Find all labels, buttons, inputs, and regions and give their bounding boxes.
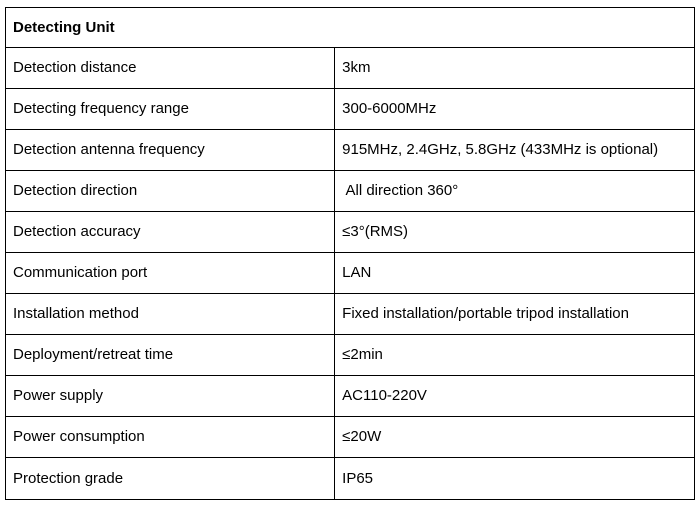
table-header-row bbox=[6, 8, 695, 48]
value-cell: 3km bbox=[335, 48, 695, 89]
param-cell: Detection accuracy bbox=[6, 212, 335, 253]
value-cell: AC110-220V bbox=[335, 376, 695, 417]
param-cell: Detecting frequency range bbox=[6, 89, 335, 130]
param-cell: Deployment/retreat time bbox=[6, 335, 335, 376]
table-row bbox=[6, 294, 695, 335]
param-cell: Detection direction bbox=[6, 171, 335, 212]
param-cell: Installation method bbox=[6, 294, 335, 335]
value-cell: 300-6000MHz bbox=[335, 89, 695, 130]
param-cell: Communication port bbox=[6, 253, 335, 294]
table-row bbox=[6, 212, 695, 253]
spec-table bbox=[5, 7, 695, 500]
value-cell: All direction 360° bbox=[335, 171, 695, 212]
value-cell: ≤3°(RMS) bbox=[335, 212, 695, 253]
value-cell: IP65 bbox=[335, 458, 695, 500]
value-cell: ≤20W bbox=[335, 417, 695, 458]
table-row bbox=[6, 458, 695, 500]
value-cell: Fixed installation/portable tripod installation bbox=[335, 294, 695, 335]
param-cell: Detection distance bbox=[6, 48, 335, 89]
table-row bbox=[6, 417, 695, 458]
value-cell: 915MHz, 2.4GHz, 5.8GHz (433MHz is optional) bbox=[335, 130, 695, 171]
table-row bbox=[6, 335, 695, 376]
value-cell: LAN bbox=[335, 253, 695, 294]
table-title: Detecting Unit bbox=[6, 8, 695, 48]
table-row bbox=[6, 376, 695, 417]
table-row bbox=[6, 48, 695, 89]
table-row bbox=[6, 89, 695, 130]
param-cell: Power consumption bbox=[6, 417, 335, 458]
value-cell: ≤2min bbox=[335, 335, 695, 376]
param-cell: Detection antenna frequency bbox=[6, 130, 335, 171]
table-row bbox=[6, 171, 695, 212]
table-row bbox=[6, 130, 695, 171]
param-cell: Power supply bbox=[6, 376, 335, 417]
table-row bbox=[6, 253, 695, 294]
param-cell: Protection grade bbox=[6, 458, 335, 500]
